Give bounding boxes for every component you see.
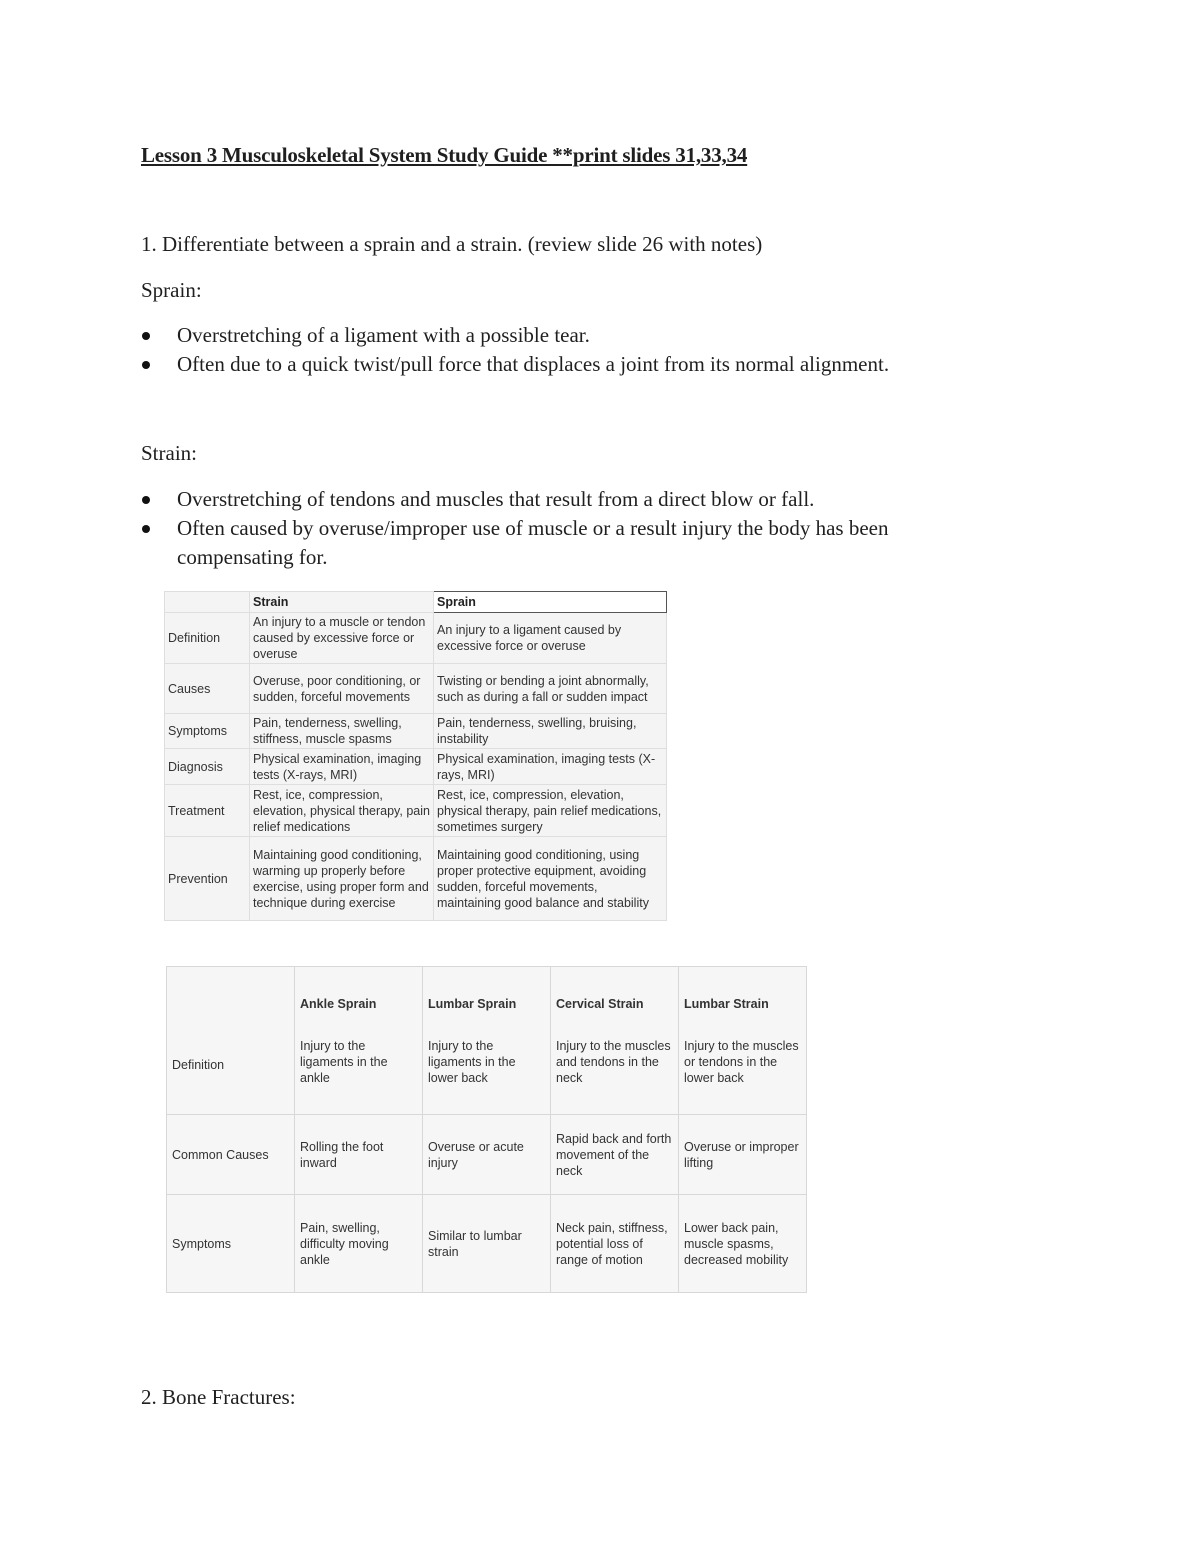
table-cell: Rest, ice, compression, elevation, physical therapy, pain relief medications, sometimes surgery xyxy=(434,785,667,837)
list-item: Overstretching of a ligament with a possible tear. xyxy=(141,321,1001,350)
table-row xyxy=(167,1115,807,1195)
row-label: Common Causes xyxy=(167,1115,295,1195)
table-cell: Physical examination, imaging tests (X-rays, MRI) xyxy=(434,749,667,785)
row-label: Symptoms xyxy=(165,714,250,749)
table-cell: Pain, tenderness, swelling, stiffness, muscle spasms xyxy=(250,714,434,749)
table-row xyxy=(167,967,807,1115)
table-cell: Pain, swelling, difficulty moving ankle xyxy=(295,1195,423,1293)
header-cell-sprain: Sprain xyxy=(434,592,667,613)
sprain-label: Sprain: xyxy=(141,278,202,302)
bullet-icon xyxy=(142,332,150,340)
column-header: Cervical Strain xyxy=(556,996,644,1011)
bullet-icon xyxy=(142,496,150,504)
table-cell: Rapid back and forth movement of the neck xyxy=(551,1115,679,1195)
header-cell-strain: Strain xyxy=(250,592,434,613)
table-cell: Rest, ice, compression, elevation, physical therapy, pain relief medications xyxy=(250,785,434,837)
table-cell: An injury to a ligament caused by excessive force or overuse xyxy=(434,613,667,664)
table-cell: Physical examination, imaging tests (X-rays, MRI) xyxy=(250,749,434,785)
strain-label: Strain: xyxy=(141,441,197,465)
table-row xyxy=(167,1195,807,1293)
table-cell: Ankle Sprain Injury to the ligaments in the ankle xyxy=(295,967,423,1115)
table-row xyxy=(165,664,667,714)
table-cell: Twisting or bending a joint abnormally, such as during a fall or sudden impact xyxy=(434,664,667,714)
list-item: Overstretching of tendons and muscles that result from a direct blow or fall. xyxy=(141,485,991,514)
table-cell: An injury to a muscle or tendon caused by excessive force or overuse xyxy=(250,613,434,664)
column-header: Lumbar Strain xyxy=(684,996,769,1011)
table-cell: Cervical Strain Injury to the muscles and tendons in the neck xyxy=(551,967,679,1115)
table-header-row xyxy=(165,592,667,613)
strain-vs-sprain-table xyxy=(164,591,667,921)
table-row xyxy=(165,785,667,837)
sprain-bullet-list xyxy=(141,321,1001,379)
row-label: Symptoms xyxy=(167,1195,295,1293)
row-label: Prevention xyxy=(165,837,250,921)
table-row xyxy=(165,837,667,921)
table-cell: Overuse, poor conditioning, or sudden, forceful movements xyxy=(250,664,434,714)
row-label: Treatment xyxy=(165,785,250,837)
table-cell: Lumbar Strain Injury to the muscles or tendons in the lower back xyxy=(679,967,807,1115)
column-header: Ankle Sprain xyxy=(300,996,377,1011)
table-cell: Pain, tenderness, swelling, bruising, instability xyxy=(434,714,667,749)
list-item: Often caused by overuse/improper use of muscle or a result injury the body has been compensating for. xyxy=(141,514,991,572)
row-label: Definition xyxy=(165,613,250,664)
bullet-icon xyxy=(142,361,150,369)
table-cell: Lumbar Sprain Injury to the ligaments in the lower back xyxy=(423,967,551,1115)
bullet-icon xyxy=(142,525,150,533)
table-cell: Maintaining good conditioning, using proper protective equipment, avoiding sudden, forceful movements, maintaining good balance and stability xyxy=(434,837,667,921)
sprain-strain-types-table xyxy=(166,966,807,1293)
list-item: Often due to a quick twist/pull force that displaces a joint from its normal alignment. xyxy=(141,350,1001,379)
row-label: Causes xyxy=(165,664,250,714)
table-cell: Overuse or improper lifting xyxy=(679,1115,807,1195)
header-cell xyxy=(165,592,250,613)
table-cell: Maintaining good conditioning, warming up properly before exercise, using proper form and technique during exercise xyxy=(250,837,434,921)
column-header: Lumbar Sprain xyxy=(428,996,517,1011)
table-cell: Overuse or acute injury xyxy=(423,1115,551,1195)
row-label: Diagnosis xyxy=(165,749,250,785)
table-cell: Lower back pain, muscle spasms, decreased mobility xyxy=(679,1195,807,1293)
question-2: 2. Bone Fractures: xyxy=(141,1385,296,1409)
table-row xyxy=(165,714,667,749)
table-row xyxy=(165,613,667,664)
table-cell: Neck pain, stiffness, potential loss of range of motion xyxy=(551,1195,679,1293)
question-1: 1. Differentiate between a sprain and a strain. (review slide 26 with notes) xyxy=(141,232,763,256)
page-title: Lesson 3 Musculoskeletal System Study Guide **print slides 31,33,34 xyxy=(141,143,748,167)
table-cell: Similar to lumbar strain xyxy=(423,1195,551,1293)
table-cell: Rolling the foot inward xyxy=(295,1115,423,1195)
table-row xyxy=(165,749,667,785)
strain-bullet-list xyxy=(141,485,991,572)
row-label: Definition xyxy=(167,967,295,1115)
